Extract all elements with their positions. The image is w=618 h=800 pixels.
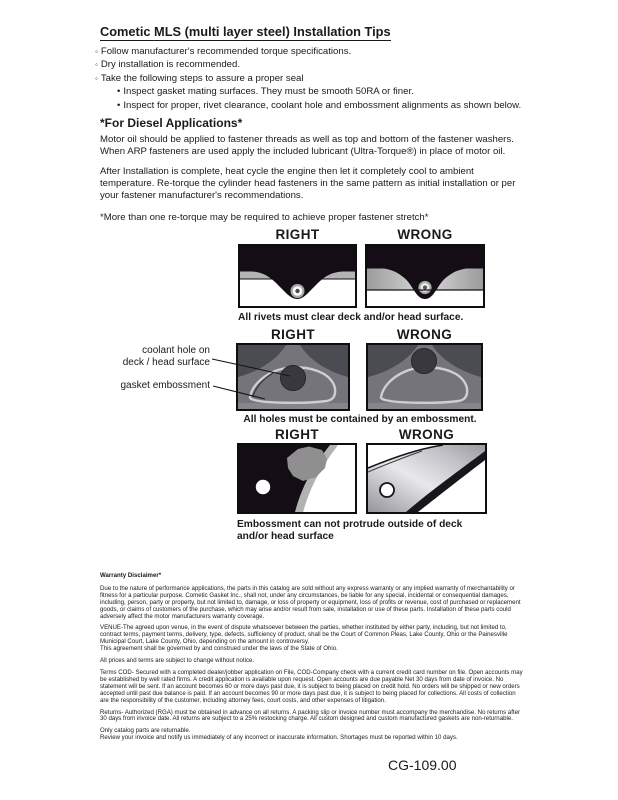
diagram-row1-right bbox=[238, 244, 357, 308]
disclaimer-heading: Warranty Disclaimer* bbox=[100, 572, 162, 579]
diagram-row2-wrong bbox=[366, 343, 483, 411]
disclaimer-governing: This agreement shall be governed by and construed under the laws of the State of Ohio. bbox=[100, 645, 338, 653]
embossment-wrong-diagram bbox=[368, 345, 481, 409]
list-item: ◦ Take the following steps to assure a proper seal bbox=[95, 72, 555, 85]
diagram-row1-wrong bbox=[365, 244, 485, 308]
list-item: ◦ Follow manufacturer's recommended torque specifications. bbox=[95, 45, 555, 58]
label-leader-lines bbox=[100, 340, 310, 410]
list-sub-item: • Inspect for proper, rivet clearance, coolant hole and embossment alignments as shown below. bbox=[95, 99, 555, 112]
installation-tips-list bbox=[95, 45, 555, 112]
gasket-embossment-label: gasket embossment bbox=[120, 380, 210, 391]
diesel-paragraph-2: After Installation is complete, heat cycle the engine then let it completely cool to ambient temperature. Re-torque the cylinder head fasteners in the same pattern as initial installation or per your fastener manufacturer's recommendations. bbox=[100, 166, 516, 201]
disclaimer-returns: Returns- Authorized (RGA) must be obtained in advance on all returns. A packing slip or invoice number must accompany the merchandise. No returns after 30 days from invoice date. All returns are subject to a 25% restocking charge. All custom designed and custom manufactured gaskets are non-returnable. bbox=[100, 708, 521, 723]
disclaimer-terms: Terms COD- Secured with a completed dealer/jobber application on File, COD-Company check with a current credit card number on file. Open accounts may be established by well rated firms. A credit application is available upon request. Open accounts are due payable Net 30 days from date of invoice. No statement will be sent. If an account becomes 60 or more days past due, it is subject to being placed on credit hold. No orders will be shipped or new orders accepted until past due balance is paid. If an account becomes 90 or more days past due, it is subject to being placed for collections. All costs of collection are the responsibility of the customer, including attorney fees, court costs, and other expenses of litigation. bbox=[100, 668, 523, 704]
coolant-leader-line bbox=[212, 359, 290, 376]
row1-caption: All rivets must clear deck and/or head surface. bbox=[238, 312, 464, 323]
rivet-clear-wrong-diagram bbox=[367, 246, 483, 306]
list-sub-item: • Inspect gasket mating surfaces. They must be smooth 50RA or finer. bbox=[95, 85, 555, 98]
coolant-hole bbox=[412, 349, 437, 374]
row3-right-header: RIGHT bbox=[275, 427, 319, 442]
disclaimer-only-catalog: Only catalog parts are returnable. bbox=[100, 727, 191, 735]
disclaimer-venue: VENUE-The agreed upon venue, in the event of dispute whatsoever between the parties, whether instituted by either party, including, but not limited to, contract terms, payment terms, delivery, type, defects, sufficiency of product, shall be the Court of Common Pleas, Lake County, Ohio or the Painesville Municipal Court, Lake County, Ohio, depending on the amount in controversy. bbox=[100, 624, 508, 646]
row3-wrong-header: WRONG bbox=[398, 427, 455, 442]
diagram-row3-right bbox=[237, 443, 357, 514]
page-title: Cometic MLS (multi layer steel) Installation Tips bbox=[100, 24, 391, 39]
disclaimer-prices: All prices and terms are subject to change without notice. bbox=[100, 657, 255, 665]
bolt-hole bbox=[256, 480, 270, 494]
protrude-wrong-diagram bbox=[368, 445, 485, 512]
row2-wrong-header: WRONG bbox=[396, 327, 453, 342]
diesel-paragraph-1: Motor oil should be applied to fastener threads as well as top and bottom of the fastener washers. When ARP fasteners are used apply the included lubricant (Ultra-Torque®) in place of motor oil. bbox=[100, 134, 514, 157]
disclaimer-review: Review your invoice and notify us immediately of any incorrect or inaccurate information. Shortages must be reported within 10 days. bbox=[100, 734, 458, 742]
retorque-note: *More than one re-torque may be required to achieve proper fastener stretch* bbox=[100, 212, 429, 223]
warranty-disclaimer bbox=[100, 573, 524, 747]
row1-wrong-header: WRONG bbox=[397, 227, 453, 242]
rivet bbox=[291, 284, 305, 298]
disclaimer-warranty-body: Due to the nature of performance applications, the parts in this catalog are sold without any express warranty or any implied warranty of merchantability or fitness for a particular purpose. Cometic Gasket Inc., shall not, under any circumstances, be liable for any special, incidental or consequential damages, including, person, party or property, but not limited to, damage, or loss of property or equipment, loss of profits or revenue, cost of purchased or replacement goods, or claims of customers of the purchase, which may arise and/or result from sale, installation or use of these parts. Installation of these parts could adversely affect the motor manufacturers warranty coverage. bbox=[100, 584, 521, 620]
row1-right-header: RIGHT bbox=[275, 227, 320, 242]
rivet bbox=[418, 281, 431, 294]
row3-caption: Embossment can not protrude outside of deck and/or head surface bbox=[237, 519, 463, 542]
bolt-hole bbox=[380, 483, 394, 497]
page-code: CG-109.00 bbox=[388, 757, 457, 773]
row2-right-header: RIGHT bbox=[271, 327, 315, 342]
protrude-right-diagram bbox=[239, 445, 355, 512]
list-item: ◦ Dry installation is recommended. bbox=[95, 58, 555, 71]
diesel-section-heading: *For Diesel Applications* bbox=[100, 116, 243, 130]
row2-caption: All holes must be contained by an embossment. bbox=[243, 414, 477, 425]
coolant-hole-label: coolant hole on deck / head surface bbox=[122, 345, 210, 368]
diagram-row3-wrong bbox=[366, 443, 487, 514]
embossment-leader-line bbox=[213, 386, 265, 399]
rivet-clear-right-diagram bbox=[240, 246, 355, 306]
